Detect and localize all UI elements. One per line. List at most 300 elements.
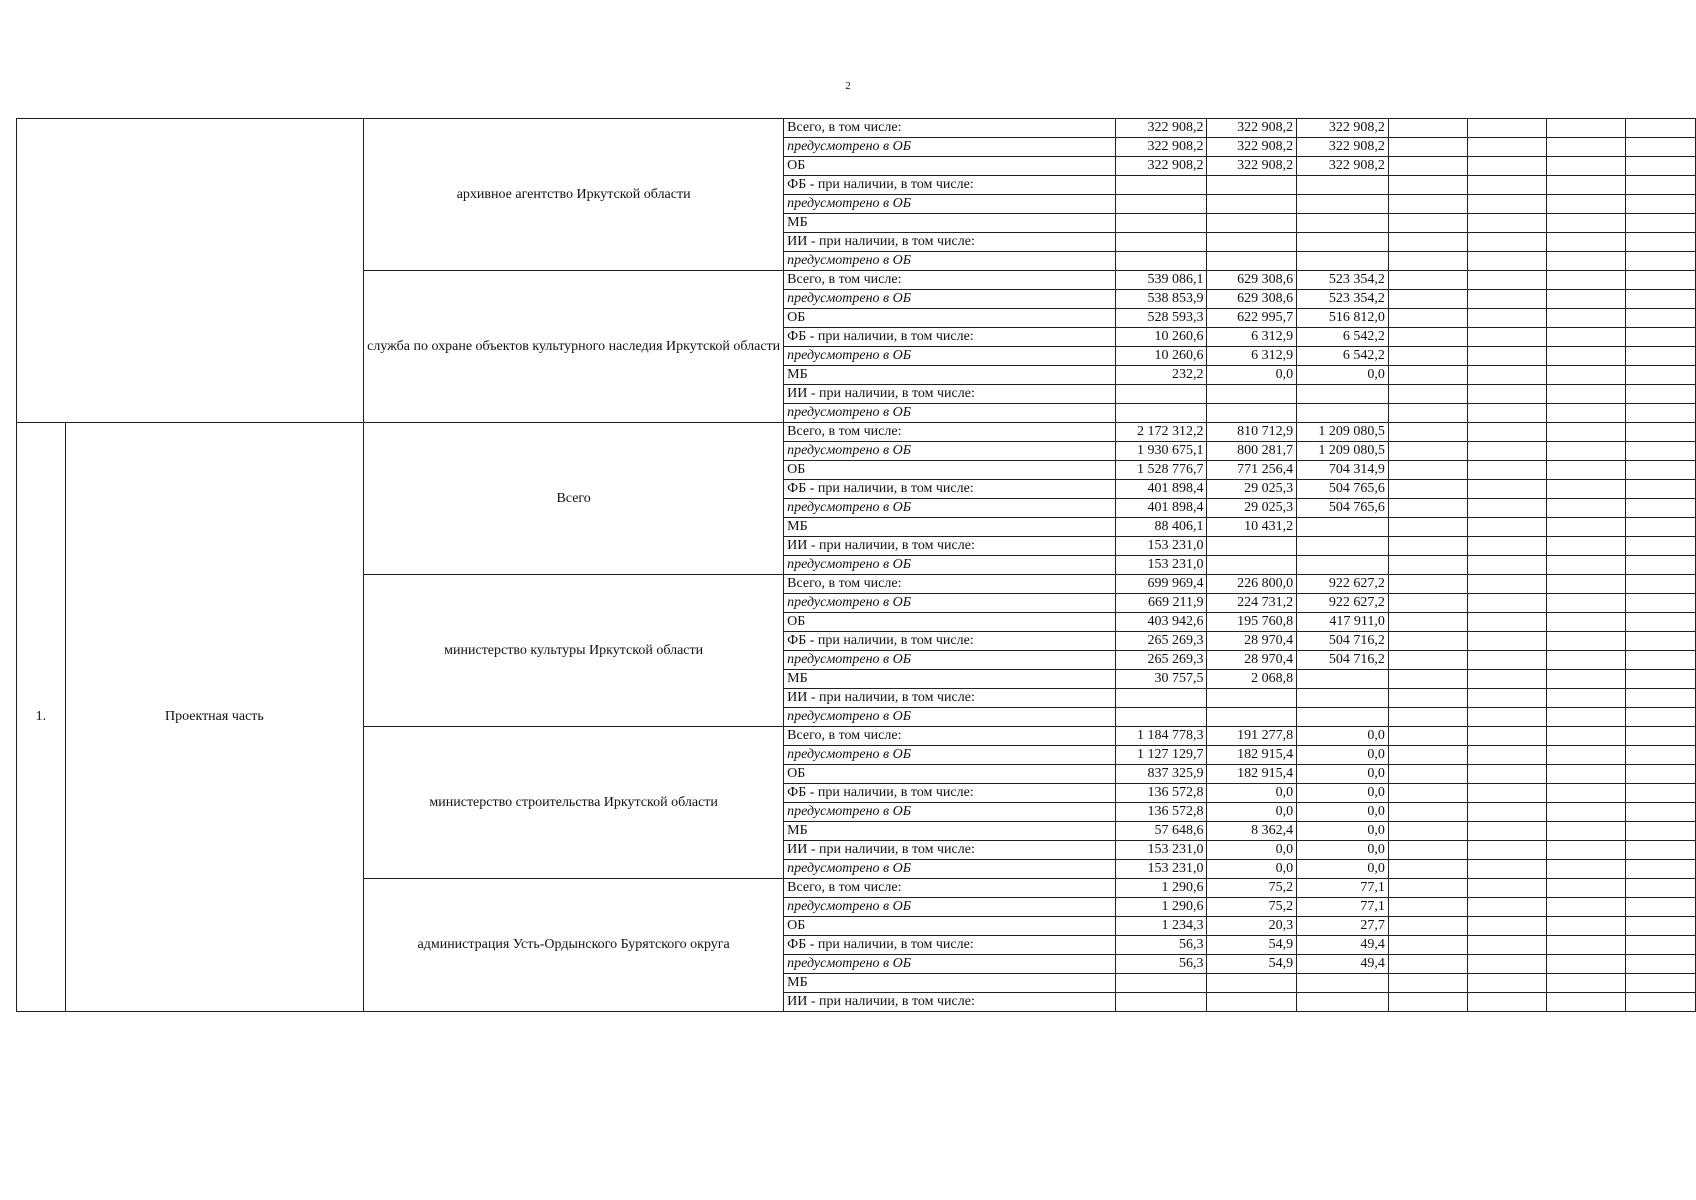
empty-cell <box>1388 271 1467 290</box>
funding-source-label: предусмотрено в ОБ <box>784 556 1116 575</box>
amount-cell: 265 269,3 <box>1115 632 1207 651</box>
empty-cell <box>1467 214 1546 233</box>
funding-source-label: предусмотрено в ОБ <box>784 404 1116 423</box>
funding-source-label: предусмотрено в ОБ <box>784 252 1116 271</box>
amount-cell: 30 757,5 <box>1115 670 1207 689</box>
funding-source-label: предусмотрено в ОБ <box>784 803 1116 822</box>
amount-cell: 0,0 <box>1297 860 1389 879</box>
amount-cell <box>1297 993 1389 1012</box>
amount-cell: 10 260,6 <box>1115 328 1207 347</box>
amount-cell <box>1207 993 1297 1012</box>
amount-cell: 322 908,2 <box>1207 119 1297 138</box>
amount-cell: 226 800,0 <box>1207 575 1297 594</box>
amount-cell: 29 025,3 <box>1207 499 1297 518</box>
empty-cell <box>1388 214 1467 233</box>
empty-cell <box>1467 841 1546 860</box>
funding-source-label: Всего, в том числе: <box>784 575 1116 594</box>
empty-cell <box>1546 233 1625 252</box>
empty-cell <box>1388 328 1467 347</box>
empty-cell <box>1467 632 1546 651</box>
amount-cell: 2 172 312,2 <box>1115 423 1207 442</box>
empty-cell <box>1546 499 1625 518</box>
amount-cell <box>1297 195 1389 214</box>
empty-cell <box>1467 917 1546 936</box>
funding-source-label: Всего, в том числе: <box>784 879 1116 898</box>
empty-cell <box>1467 385 1546 404</box>
empty-cell <box>1625 765 1695 784</box>
funding-source-label: предусмотрено в ОБ <box>784 955 1116 974</box>
empty-cell <box>1388 841 1467 860</box>
empty-cell <box>1546 252 1625 271</box>
amount-cell: 322 908,2 <box>1297 157 1389 176</box>
empty-cell <box>1625 727 1695 746</box>
amount-cell: 75,2 <box>1207 898 1297 917</box>
empty-cell <box>1467 119 1546 138</box>
amount-cell: 136 572,8 <box>1115 803 1207 822</box>
empty-cell <box>1546 442 1625 461</box>
empty-cell <box>1625 955 1695 974</box>
empty-cell <box>1625 271 1695 290</box>
empty-cell <box>1388 138 1467 157</box>
empty-cell <box>1546 328 1625 347</box>
amount-cell: 523 354,2 <box>1297 271 1389 290</box>
amount-cell: 504 765,6 <box>1297 499 1389 518</box>
funding-source-label: Всего, в том числе: <box>784 271 1116 290</box>
empty-cell <box>1388 613 1467 632</box>
empty-cell <box>1388 974 1467 993</box>
empty-cell <box>1467 347 1546 366</box>
empty-cell <box>1625 917 1695 936</box>
empty-cell <box>1625 594 1695 613</box>
empty-cell <box>1625 138 1695 157</box>
funding-source-label: ИИ - при наличии, в том числе: <box>784 689 1116 708</box>
empty-cell <box>1467 784 1546 803</box>
amount-cell <box>1297 537 1389 556</box>
empty-cell <box>1467 727 1546 746</box>
empty-cell <box>1625 974 1695 993</box>
amount-cell: 922 627,2 <box>1297 575 1389 594</box>
empty-cell <box>1546 765 1625 784</box>
empty-cell <box>1546 651 1625 670</box>
empty-cell <box>1388 898 1467 917</box>
funding-source-label: ОБ <box>784 309 1116 328</box>
empty-cell <box>1546 214 1625 233</box>
empty-cell <box>1546 708 1625 727</box>
amount-cell: 6 312,9 <box>1207 347 1297 366</box>
amount-cell: 77,1 <box>1297 879 1389 898</box>
empty-cell <box>1546 404 1625 423</box>
amount-cell: 232,2 <box>1115 366 1207 385</box>
amount-cell: 504 765,6 <box>1297 480 1389 499</box>
empty-cell <box>1546 138 1625 157</box>
funding-source-label: МБ <box>784 518 1116 537</box>
empty-cell <box>1467 404 1546 423</box>
budget-table <box>16 118 1696 1012</box>
funding-source-label: Всего, в том числе: <box>784 423 1116 442</box>
empty-cell <box>1546 518 1625 537</box>
empty-cell <box>1388 727 1467 746</box>
empty-cell <box>1546 271 1625 290</box>
amount-cell: 6 542,2 <box>1297 347 1389 366</box>
empty-cell <box>1546 860 1625 879</box>
amount-cell: 0,0 <box>1207 803 1297 822</box>
empty-cell <box>1467 613 1546 632</box>
funding-source-label: предусмотрено в ОБ <box>784 195 1116 214</box>
amount-cell <box>1207 385 1297 404</box>
empty-cell <box>1388 423 1467 442</box>
empty-cell <box>1388 936 1467 955</box>
empty-cell <box>1546 480 1625 499</box>
amount-cell <box>1297 252 1389 271</box>
funding-source-label: МБ <box>784 670 1116 689</box>
empty-cell <box>1388 518 1467 537</box>
amount-cell: 54,9 <box>1207 936 1297 955</box>
empty-cell <box>1388 632 1467 651</box>
empty-cell <box>1625 119 1695 138</box>
empty-cell <box>1388 594 1467 613</box>
empty-cell <box>1625 176 1695 195</box>
empty-cell <box>1546 423 1625 442</box>
funding-source-label: ФБ - при наличии, в том числе: <box>784 784 1116 803</box>
amount-cell: 0,0 <box>1297 841 1389 860</box>
empty-cell <box>1546 613 1625 632</box>
amount-cell <box>1207 195 1297 214</box>
page-number: 2 <box>845 80 851 92</box>
funding-source-label: ОБ <box>784 461 1116 480</box>
empty-cell <box>1467 442 1546 461</box>
empty-cell <box>1388 670 1467 689</box>
amount-cell: 224 731,2 <box>1207 594 1297 613</box>
empty-cell <box>1467 499 1546 518</box>
amount-cell: 0,0 <box>1297 727 1389 746</box>
empty-cell <box>1467 309 1546 328</box>
empty-cell <box>1388 537 1467 556</box>
amount-cell: 49,4 <box>1297 936 1389 955</box>
amount-cell: 1 528 776,7 <box>1115 461 1207 480</box>
empty-cell <box>1467 708 1546 727</box>
amount-cell: 322 908,2 <box>1207 138 1297 157</box>
funding-source-label: предусмотрено в ОБ <box>784 290 1116 309</box>
empty-cell <box>1467 879 1546 898</box>
funding-source-label: ИИ - при наличии, в том числе: <box>784 841 1116 860</box>
empty-cell <box>1625 518 1695 537</box>
empty-cell <box>1625 575 1695 594</box>
funding-source-label: ОБ <box>784 613 1116 632</box>
funding-source-label: ИИ - при наличии, в том числе: <box>784 233 1116 252</box>
empty-cell <box>1388 176 1467 195</box>
empty-cell <box>1467 461 1546 480</box>
empty-cell <box>1546 898 1625 917</box>
empty-cell <box>1625 347 1695 366</box>
amount-cell: 922 627,2 <box>1297 594 1389 613</box>
amount-cell <box>1297 556 1389 575</box>
funding-source-label: МБ <box>784 366 1116 385</box>
empty-cell <box>1388 556 1467 575</box>
empty-cell <box>1625 290 1695 309</box>
amount-cell: 29 025,3 <box>1207 480 1297 499</box>
amount-cell: 28 970,4 <box>1207 651 1297 670</box>
empty-cell <box>1625 689 1695 708</box>
empty-cell <box>1625 328 1695 347</box>
amount-cell: 1 930 675,1 <box>1115 442 1207 461</box>
agency-name: министерство культуры Иркутской области <box>364 575 784 727</box>
amount-cell: 27,7 <box>1297 917 1389 936</box>
empty-cell <box>1388 404 1467 423</box>
funding-source-label: ИИ - при наличии, в том числе: <box>784 385 1116 404</box>
amount-cell: 403 942,6 <box>1115 613 1207 632</box>
empty-cell <box>1388 195 1467 214</box>
empty-cell <box>1467 537 1546 556</box>
agency-name: министерство строительства Иркутской области <box>364 727 784 879</box>
amount-cell <box>1297 385 1389 404</box>
funding-source-label: МБ <box>784 214 1116 233</box>
amount-cell: 629 308,6 <box>1207 271 1297 290</box>
amount-cell <box>1297 689 1389 708</box>
amount-cell <box>1115 214 1207 233</box>
amount-cell <box>1297 404 1389 423</box>
empty-cell <box>1467 803 1546 822</box>
empty-cell <box>1625 556 1695 575</box>
amount-cell <box>1207 689 1297 708</box>
amount-cell: 417 911,0 <box>1297 613 1389 632</box>
amount-cell: 0,0 <box>1207 366 1297 385</box>
amount-cell: 0,0 <box>1207 860 1297 879</box>
empty-cell <box>1625 746 1695 765</box>
amount-cell: 1 127 129,7 <box>1115 746 1207 765</box>
amount-cell <box>1115 176 1207 195</box>
amount-cell: 6 542,2 <box>1297 328 1389 347</box>
empty-cell <box>1546 993 1625 1012</box>
amount-cell: 669 211,9 <box>1115 594 1207 613</box>
amount-cell: 504 716,2 <box>1297 651 1389 670</box>
empty-cell <box>1388 803 1467 822</box>
agency-name: администрация Усть-Ордынского Бурятского округа <box>364 879 784 1012</box>
empty-cell <box>1625 442 1695 461</box>
empty-cell <box>1388 860 1467 879</box>
amount-cell: 539 086,1 <box>1115 271 1207 290</box>
empty-cell <box>1625 860 1695 879</box>
empty-cell <box>1546 594 1625 613</box>
empty-cell <box>1467 366 1546 385</box>
empty-cell <box>1467 936 1546 955</box>
empty-cell <box>1546 309 1625 328</box>
empty-cell <box>1467 518 1546 537</box>
funding-source-label: МБ <box>784 974 1116 993</box>
amount-cell <box>1115 974 1207 993</box>
amount-cell <box>1115 993 1207 1012</box>
funding-source-label: предусмотрено в ОБ <box>784 347 1116 366</box>
empty-cell <box>1546 841 1625 860</box>
amount-cell: 1 290,6 <box>1115 879 1207 898</box>
amount-cell: 0,0 <box>1297 803 1389 822</box>
empty-cell <box>1625 898 1695 917</box>
empty-cell <box>1388 917 1467 936</box>
empty-cell <box>1467 556 1546 575</box>
amount-cell: 153 231,0 <box>1115 860 1207 879</box>
empty-cell <box>1467 955 1546 974</box>
amount-cell <box>1297 176 1389 195</box>
amount-cell <box>1115 708 1207 727</box>
funding-source-label: предусмотрено в ОБ <box>784 442 1116 461</box>
amount-cell <box>1207 404 1297 423</box>
empty-cell <box>1467 290 1546 309</box>
amount-cell: 504 716,2 <box>1297 632 1389 651</box>
empty-cell <box>1467 176 1546 195</box>
amount-cell: 1 234,3 <box>1115 917 1207 936</box>
empty-cell <box>1625 423 1695 442</box>
empty-cell <box>1546 727 1625 746</box>
empty-cell <box>1625 404 1695 423</box>
empty-cell <box>1467 746 1546 765</box>
empty-cell <box>1388 784 1467 803</box>
amount-cell: 704 314,9 <box>1297 461 1389 480</box>
empty-cell <box>1625 822 1695 841</box>
funding-source-label: предусмотрено в ОБ <box>784 860 1116 879</box>
empty-cell <box>1388 233 1467 252</box>
amount-cell <box>1115 689 1207 708</box>
funding-source-label: ОБ <box>784 765 1116 784</box>
empty-cell <box>1625 879 1695 898</box>
amount-cell <box>1115 195 1207 214</box>
empty-cell <box>1625 936 1695 955</box>
empty-cell <box>1546 879 1625 898</box>
funding-source-label: ФБ - при наличии, в том числе: <box>784 632 1116 651</box>
funding-source-label: предусмотрено в ОБ <box>784 138 1116 157</box>
amount-cell: 191 277,8 <box>1207 727 1297 746</box>
funding-source-label: Всего, в том числе: <box>784 119 1116 138</box>
amount-cell <box>1115 404 1207 423</box>
amount-cell: 0,0 <box>1297 746 1389 765</box>
empty-cell <box>1546 537 1625 556</box>
empty-cell <box>1388 651 1467 670</box>
empty-cell <box>1388 385 1467 404</box>
amount-cell: 10 260,6 <box>1115 347 1207 366</box>
amount-cell: 75,2 <box>1207 879 1297 898</box>
amount-cell: 56,3 <box>1115 955 1207 974</box>
empty-cell <box>1625 803 1695 822</box>
empty-cell <box>1625 499 1695 518</box>
amount-cell: 322 908,2 <box>1297 138 1389 157</box>
amount-cell <box>1207 233 1297 252</box>
empty-cell <box>1625 537 1695 556</box>
empty-cell <box>1388 822 1467 841</box>
empty-cell <box>1625 309 1695 328</box>
amount-cell: 8 362,4 <box>1207 822 1297 841</box>
amount-cell: 0,0 <box>1207 784 1297 803</box>
empty-cell <box>1388 746 1467 765</box>
amount-cell: 516 812,0 <box>1297 309 1389 328</box>
funding-source-label: ОБ <box>784 157 1116 176</box>
empty-cell <box>1467 689 1546 708</box>
empty-cell <box>1467 822 1546 841</box>
amount-cell: 56,3 <box>1115 936 1207 955</box>
amount-cell: 6 312,9 <box>1207 328 1297 347</box>
empty-cell <box>1625 651 1695 670</box>
amount-cell <box>1207 708 1297 727</box>
amount-cell <box>1297 974 1389 993</box>
amount-cell <box>1207 214 1297 233</box>
amount-cell <box>1297 708 1389 727</box>
empty-cell <box>1467 860 1546 879</box>
amount-cell <box>1297 214 1389 233</box>
amount-cell: 771 256,4 <box>1207 461 1297 480</box>
empty-cell <box>1546 955 1625 974</box>
empty-cell <box>1546 632 1625 651</box>
empty-cell <box>1388 252 1467 271</box>
empty-cell <box>1625 708 1695 727</box>
empty-cell <box>1625 841 1695 860</box>
empty-cell <box>1625 157 1695 176</box>
empty-cell <box>1625 385 1695 404</box>
empty-cell <box>1546 195 1625 214</box>
funding-source-label: предусмотрено в ОБ <box>784 651 1116 670</box>
amount-cell <box>1115 233 1207 252</box>
empty-cell <box>1388 366 1467 385</box>
empty-cell <box>1467 138 1546 157</box>
amount-cell: 0,0 <box>1297 784 1389 803</box>
funding-source-label: предусмотрено в ОБ <box>784 898 1116 917</box>
empty-cell <box>1546 917 1625 936</box>
funding-source-label: ИИ - при наличии, в том числе: <box>784 537 1116 556</box>
empty-cell <box>1546 784 1625 803</box>
empty-cell <box>1546 290 1625 309</box>
empty-cell <box>1546 689 1625 708</box>
empty-cell <box>1467 480 1546 499</box>
amount-cell: 182 915,4 <box>1207 746 1297 765</box>
empty-cell <box>1546 803 1625 822</box>
amount-cell: 182 915,4 <box>1207 765 1297 784</box>
amount-cell: 538 853,9 <box>1115 290 1207 309</box>
amount-cell: 57 648,6 <box>1115 822 1207 841</box>
empty-cell <box>1467 271 1546 290</box>
empty-cell <box>1467 651 1546 670</box>
amount-cell: 20,3 <box>1207 917 1297 936</box>
empty-cell <box>1625 784 1695 803</box>
empty-cell <box>1388 708 1467 727</box>
amount-cell: 49,4 <box>1297 955 1389 974</box>
part-name: Проектная часть <box>65 423 363 1012</box>
funding-source-label: ФБ - при наличии, в том числе: <box>784 328 1116 347</box>
funding-source-label: ИИ - при наличии, в том числе: <box>784 993 1116 1012</box>
amount-cell: 1 184 778,3 <box>1115 727 1207 746</box>
empty-cell <box>1388 879 1467 898</box>
amount-cell: 1 209 080,5 <box>1297 423 1389 442</box>
funding-source-label: ФБ - при наличии, в том числе: <box>784 936 1116 955</box>
empty-cell <box>1546 461 1625 480</box>
amount-cell: 54,9 <box>1207 955 1297 974</box>
amount-cell: 322 908,2 <box>1207 157 1297 176</box>
funding-source-label: ОБ <box>784 917 1116 936</box>
funding-source-label: Всего, в том числе: <box>784 727 1116 746</box>
empty-cell <box>1388 765 1467 784</box>
amount-cell: 1 209 080,5 <box>1297 442 1389 461</box>
amount-cell: 153 231,0 <box>1115 841 1207 860</box>
amount-cell: 401 898,4 <box>1115 499 1207 518</box>
empty-cell <box>1625 233 1695 252</box>
empty-cell <box>1546 936 1625 955</box>
empty-cell <box>1467 575 1546 594</box>
empty-cell <box>1388 575 1467 594</box>
empty-cell <box>1467 670 1546 689</box>
empty-cell <box>1546 670 1625 689</box>
empty-cell <box>1388 480 1467 499</box>
empty-cell <box>1546 176 1625 195</box>
amount-cell: 322 908,2 <box>1297 119 1389 138</box>
empty-cell <box>1546 822 1625 841</box>
empty-cell <box>1388 119 1467 138</box>
agency-name: архивное агентство Иркутской области <box>364 119 784 271</box>
empty-cell <box>1467 328 1546 347</box>
